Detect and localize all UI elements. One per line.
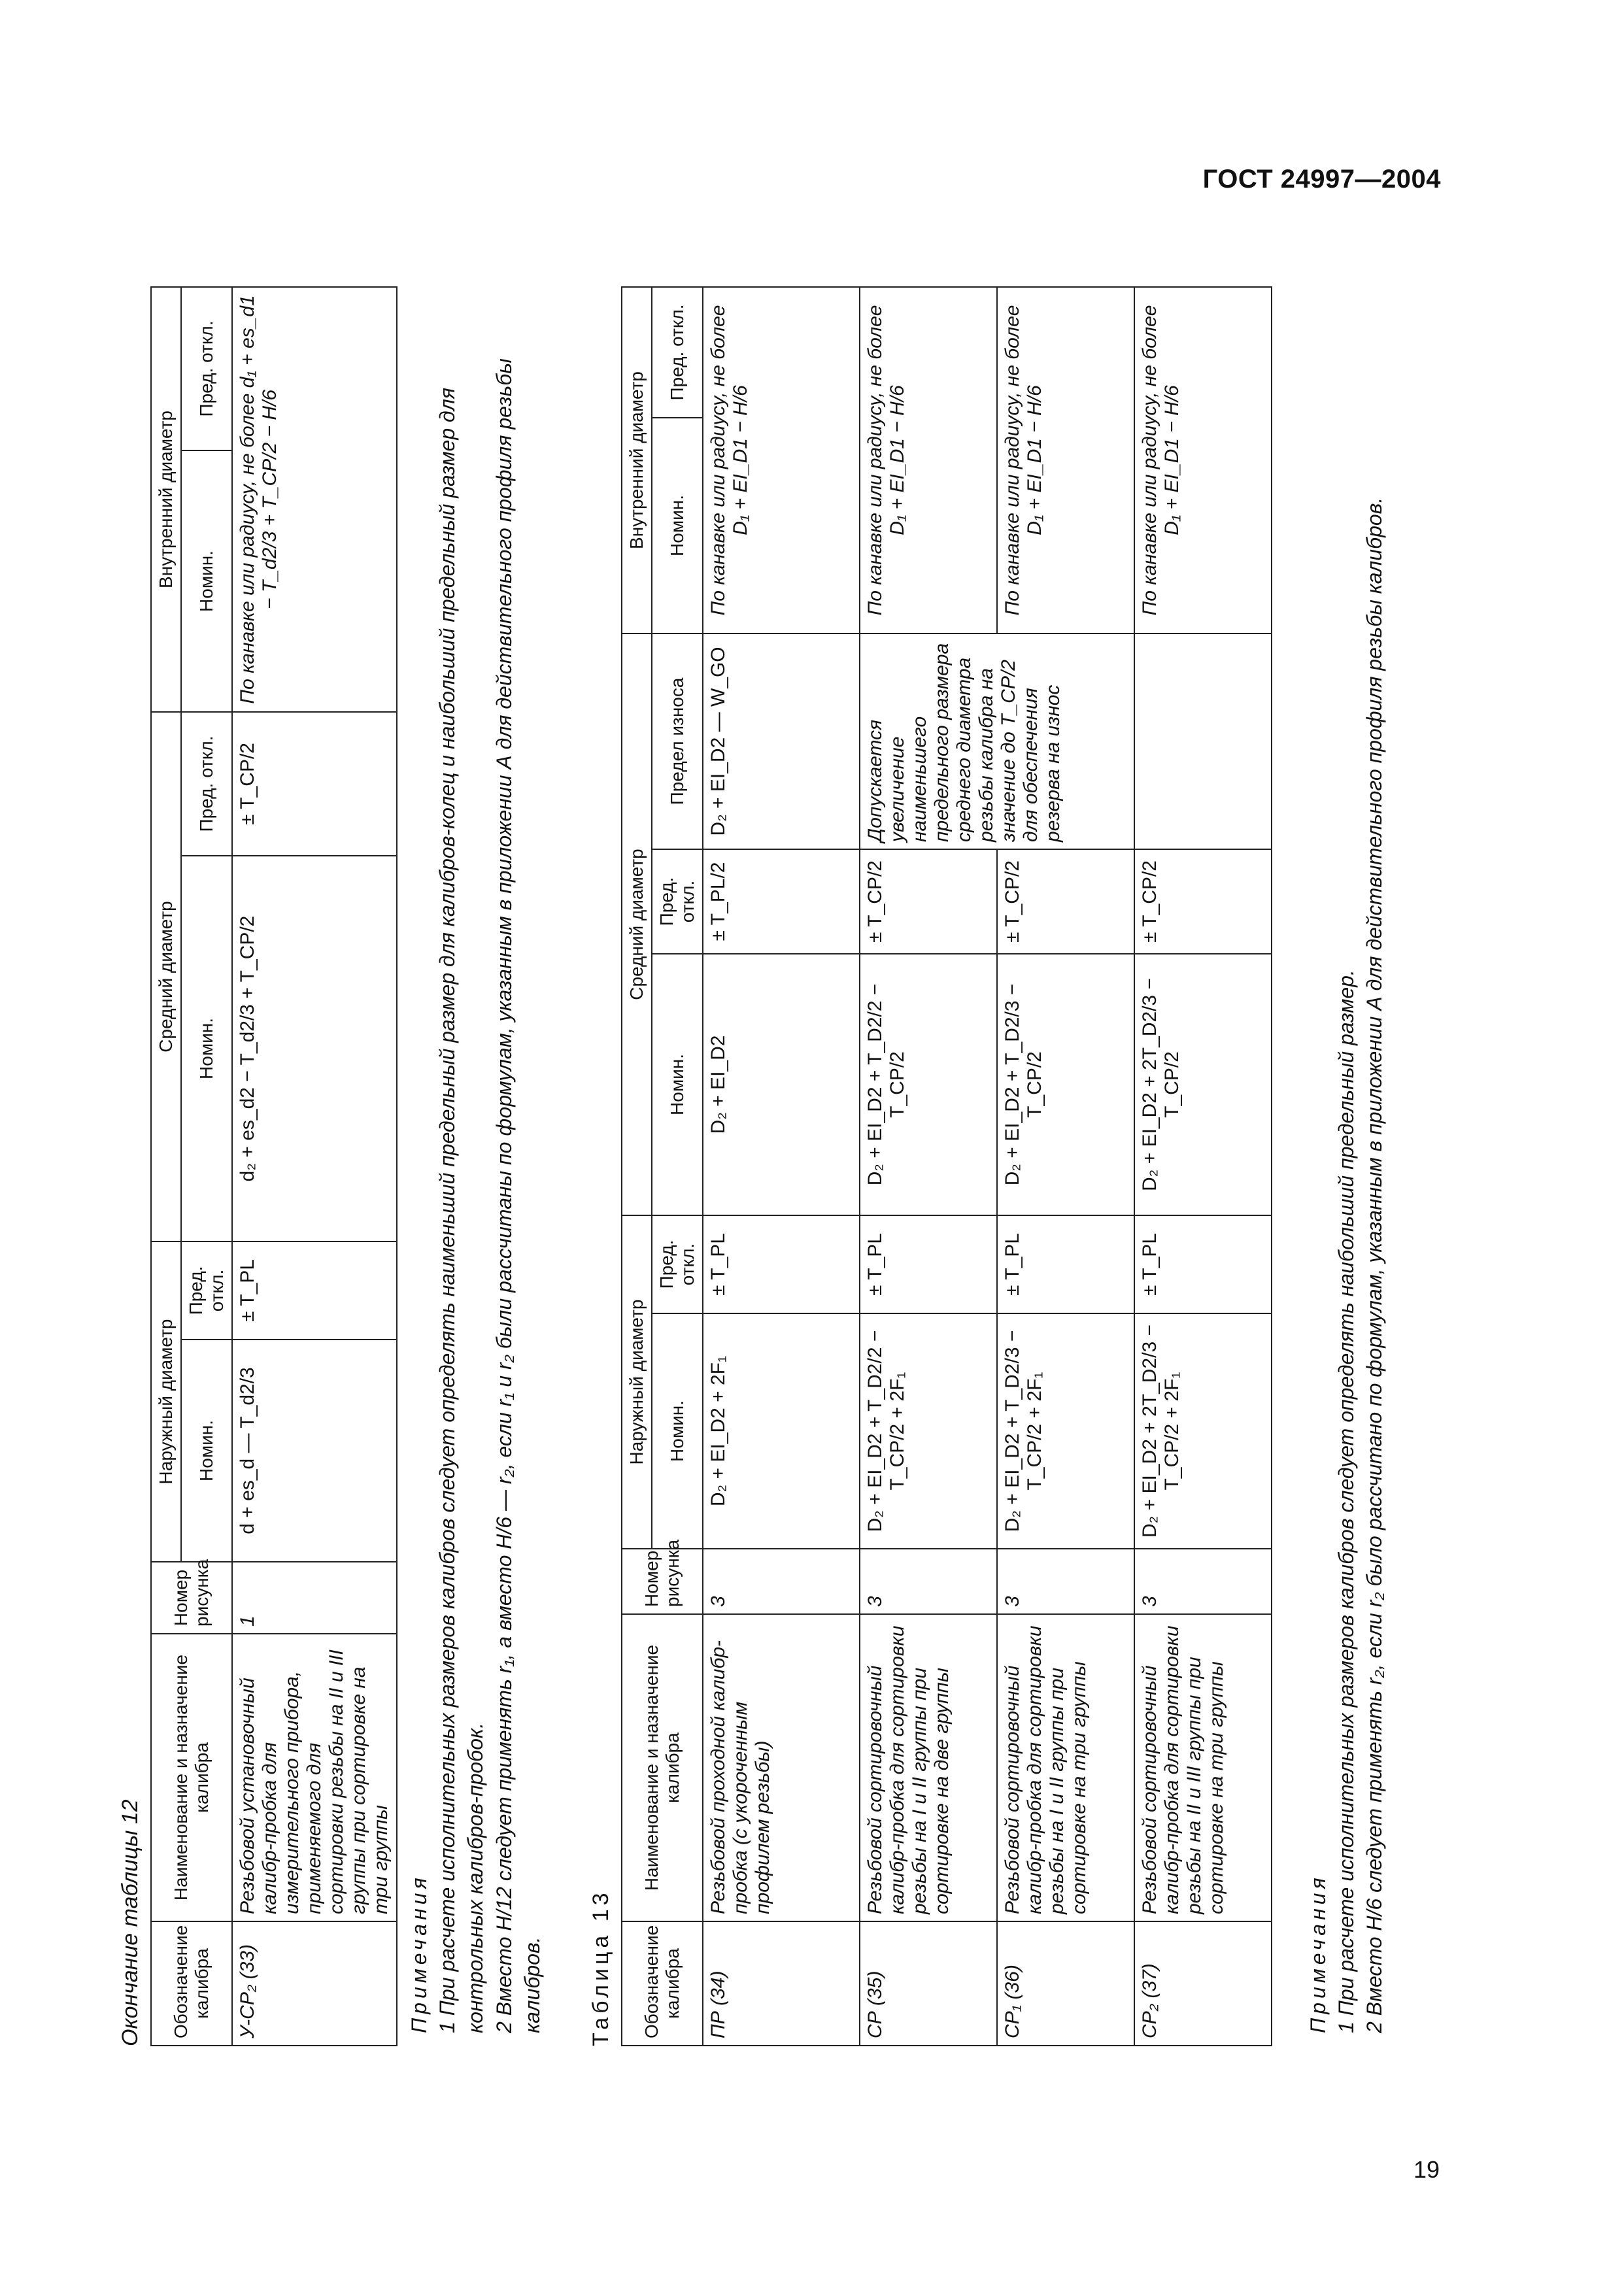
t13-r1-mid-nom: D₂ + EI_D2 + T_D2/2 − T_CP/2 [860,954,997,1215]
t12-note-1: 1 При расчете исполнительных размеров калибров следует определять наименьший предельный размер для калибров-колец и наибольший предельный размер для контрольных калибров-пробок. [435,388,488,2033]
t13-r1-inner: По канавке или радиусу, не более D₁ + EI_D1 − H/6 [860,287,997,633]
t13-r2-outer-dev: ± T_PL [997,1215,1134,1313]
t13-r0-outer-dev: ± T_PL [703,1215,860,1313]
t13-r1-wear: Допускается увеличение наименьшего предельного размера среднего диаметра резьбы калибра на значение до T_CP/2 для обеспечения резерва на износ [860,633,1134,849]
t13-r3-inner: По канавке или радиусу, не более D₁ + EI_D1 − H/6 [1134,287,1272,633]
t13-r3-outer-nom: D₂ + EI_D2 + 2T_D2/3 − T_CP/2 + 2F₁ [1134,1313,1272,1549]
t12-notes-title: Примечания [407,1874,431,2033]
t13-head-middle: Средний диаметр [622,633,652,1215]
t13-r2-designation: СР₁ (36) [997,1921,1134,2046]
t13-r0-figure: 3 [703,1549,860,1614]
t13-r1-outer-nom: D₂ + EI_D2 + T_D2/2 − T_CP/2 + 2F₁ [860,1313,997,1549]
t12-head-inner: Внутренний диаметр [151,287,181,712]
rotated-content [118,281,1425,2046]
t13-head-name: Наименование и назначение калибра [622,1614,703,1921]
t13-notes-title: Примечания [1306,1874,1330,2033]
table-row [860,287,997,2046]
t13-r3-mid-nom: D₂ + EI_D2 + 2T_D2/3 − T_CP/2 [1134,954,1272,1215]
t12-outer-nom: d + es_d — T_d2/3 [232,1340,397,1562]
t13-r3-figure: 3 [1134,1549,1272,1614]
t13-head-inner-nom: Номин. [652,418,703,633]
t13-r3-name: Резьбовой сортировочный калибр-пробка для сортировки резьбы на II и III группы при сортировке на три группы [1134,1614,1272,1921]
t13-r1-outer-dev: ± T_PL [860,1215,997,1313]
t12-head-outer: Наружный диаметр [151,1241,181,1562]
t13-head-figure: Номер рисунка [622,1549,703,1614]
t13-r2-name: Резьбовой сортировочный калибр-пробка для сортировки резьбы на I и II группы при сортировке на три группы [997,1614,1134,1921]
t12-head-outer-dev: Пред. откл. [181,1241,232,1340]
t12-head-mid-nom: Номин. [181,856,232,1241]
t12-mid-nom: d₂ + es_d2 − T_d2/3 + T_CP/2 [232,856,397,1241]
t13-r0-mid-dev: ± T_PL/2 [703,849,860,954]
t12-mid-dev: ± T_CP/2 [232,712,397,856]
t12-head-name: Наименование и назначение калибра [151,1634,232,1921]
t12-head-figure: Номер рисунка [151,1562,232,1634]
table-row [997,287,1134,2046]
table-row [703,287,860,2046]
t12-name: Резьбовой установочный калибр-пробка для измерительного прибора, применяемого для сортировки резьбы на II и III группы при сортировке на три группы [232,1634,397,1921]
t13-r2-figure: 3 [997,1549,1134,1614]
t12-figure: 1 [232,1562,397,1634]
t13-note-1: 1 При расчете исполнительных размеров калибров следует определять наибольший предельный размер. [1334,970,1359,2033]
t13-head-outer-nom: Номин. [652,1313,703,1549]
t13-r3-outer-dev: ± T_PL [1134,1215,1272,1313]
t13-r0-outer-nom: D₂ + EI_D2 + 2F₁ [703,1313,860,1549]
t13-r1-mid-dev: ± T_CP/2 [860,849,997,954]
t13-r3-designation: СР₂ (37) [1134,1921,1272,2046]
t13-r2-inner: По канавке или радиусу, не более D₁ + EI_D1 − H/6 [997,287,1134,633]
t13-r0-mid-nom: D₂ + EI_D2 [703,954,860,1215]
t13-r0-name: Резьбовой проходной калибр-пробка (с укороченным профилем резьбы) [703,1614,860,1921]
t13-head-mid-nom: Номин. [652,954,703,1215]
table-12 [150,286,398,2046]
t12-head-middle: Средний диаметр [151,712,181,1241]
t12-head-inner-dev: Пред. откл. [181,287,232,450]
t13-r1-name: Резьбовой сортировочный калибр-пробка для сортировки резьбы на I и II группы при сортировке на две группы [860,1614,997,1921]
t13-head-outer-dev: Пред. откл. [652,1215,703,1313]
t13-r2-mid-dev: ± T_CP/2 [997,849,1134,954]
table12-caption: Окончание таблицы 12 [118,1799,143,2046]
t13-head-mid-dev: Пред. откл. [652,849,703,954]
t12-note-2: 2 Вместо H/12 следует применять r₁, а вместо H/6 — r₂, если r₁ и r₂ были рассчитаны по формулам, указанным в приложении А для действительного профиля резьбы калибров. [492,358,544,2033]
page-number: 19 [1413,2156,1440,2183]
t12-outer-dev: ± T_PL [232,1241,397,1340]
t13-head-outer: Наружный диаметр [622,1215,652,1549]
t12-head-outer-nom: Номин. [181,1340,232,1562]
t12-designation: У-СР₂ (33) [232,1921,397,2046]
t13-head-wear: Предел износа [652,633,703,849]
table-row [1134,287,1272,2046]
t13-r2-outer-nom: D₂ + EI_D2 + T_D2/3 − T_CP/2 + 2F₁ [997,1313,1134,1549]
t13-r1-figure: 3 [860,1549,997,1614]
t12-notes [405,301,547,2033]
t12-inner: По канавке или радиусу, не более d₁ + es_d1 − T_d2/3 + T_CP/2 − H/6 [232,287,397,712]
standard-header: ГОСТ 24997—2004 [1202,165,1441,194]
t13-r0-wear: D₂ + EI_D2 — W_GO [703,633,860,849]
t13-r3-wear [1134,633,1272,849]
t13-head-inner: Внутренний диаметр [622,287,652,633]
t13-r3-mid-dev: ± T_CP/2 [1134,849,1272,954]
t13-r0-inner: По канавке или радиусу, не более D₁ + EI_D1 − H/6 [703,287,860,633]
t13-r0-designation: ПР (34) [703,1921,860,2046]
table-13 [621,286,1272,2046]
t12-head-mid-dev: Пред. откл. [181,712,232,856]
t13-notes [1304,301,1389,2033]
t12-head-designation: Обозначение калибра [151,1921,232,2046]
table13-caption: Таблица 13 [588,1889,613,2046]
t13-head-designation: Обозначение калибра [622,1921,703,2046]
t13-r1-designation: СР (35) [860,1921,997,2046]
t13-head-inner-dev: Пред. откл. [652,287,703,418]
t12-head-inner-nom: Номин. [181,450,232,712]
t13-r2-mid-nom: D₂ + EI_D2 + T_D2/3 − T_CP/2 [997,954,1134,1215]
t13-note-2: 2 Вместо H/6 следует применять r₂, если r₂ было рассчитано по формулам, указанным в приложении А для действительного профиля резьбы калибров. [1362,497,1387,2033]
